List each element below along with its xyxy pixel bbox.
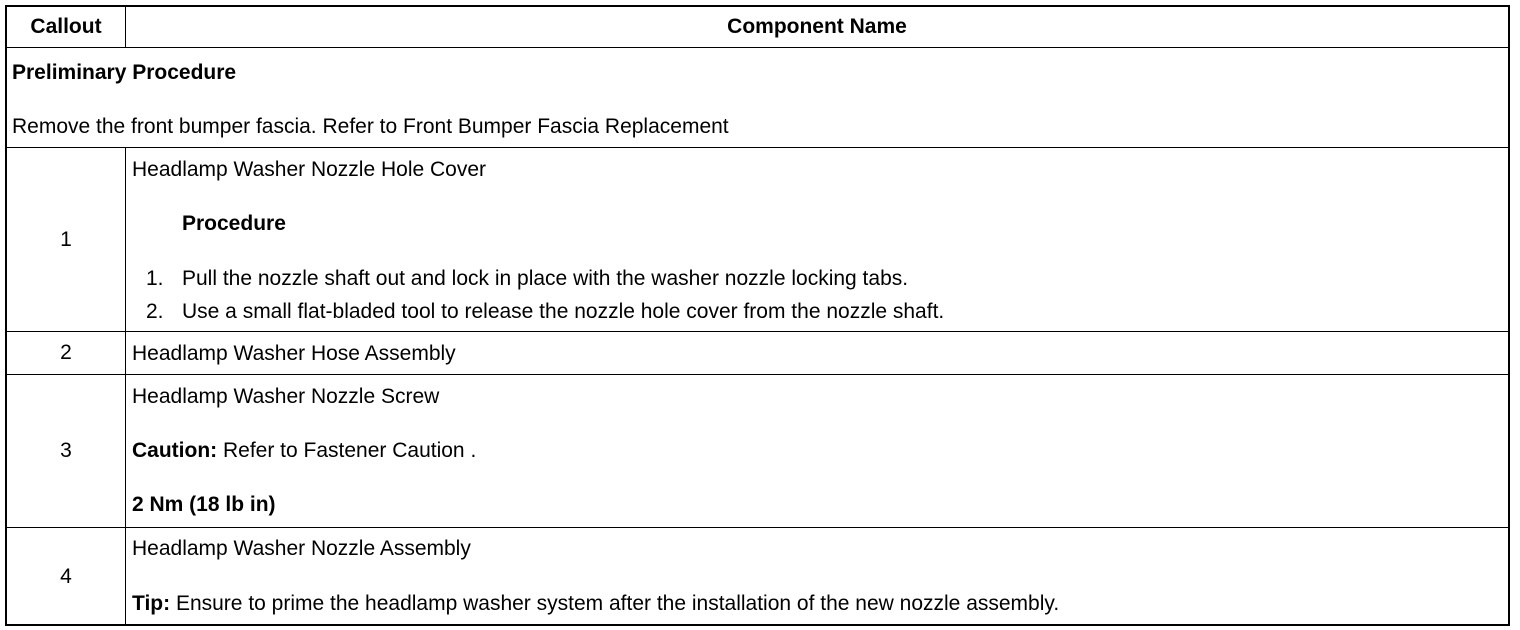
callout-number: 1: [60, 227, 72, 251]
procedure-label: Procedure: [182, 212, 286, 235]
tip-label: Tip:: [132, 592, 171, 615]
tip-text: Ensure to prime the headlamp washer system after the installation of the new nozzle assembly.: [170, 592, 1060, 615]
table-header-row: [7, 7, 1508, 47]
caution-label: Caution:: [132, 439, 218, 462]
component-cell: [126, 148, 1508, 331]
component-name: Headlamp Washer Nozzle Screw: [132, 385, 440, 408]
procedure-step-text: Use a small flat-bladed tool to release the nozzle hole cover from the nozzle shaft.: [182, 300, 945, 323]
callout-cell: [7, 528, 126, 625]
table-row: [7, 147, 1508, 331]
procedure-step-number: 2.: [146, 300, 164, 323]
callout-cell: [7, 148, 126, 331]
component-cell: [126, 528, 1508, 625]
component-name: Headlamp Washer Nozzle Assembly: [132, 537, 471, 560]
callout-cell: [7, 332, 126, 374]
caution-note: [132, 438, 476, 464]
header-callout-cell: [7, 7, 126, 47]
caution-text: Refer to Fastener Caution .: [217, 439, 477, 462]
component-table: [5, 5, 1510, 626]
header-component-label: Component Name: [727, 15, 907, 38]
component-cell: [126, 332, 1508, 374]
table-row: [7, 527, 1508, 625]
component-name: Headlamp Washer Hose Assembly: [132, 342, 456, 365]
table-row: [7, 331, 1508, 374]
preliminary-text: Remove the front bumper fascia. Refer to Front Bumper Fascia Replacement: [12, 115, 729, 138]
component-name: Headlamp Washer Nozzle Hole Cover: [132, 158, 487, 181]
header-component-cell: [126, 7, 1508, 47]
preliminary-title: Preliminary Procedure: [12, 61, 237, 84]
preliminary-row: [7, 47, 1508, 147]
procedure-step-number: 1.: [146, 267, 164, 290]
callout-number: 4: [60, 564, 72, 588]
procedure-step-text: Pull the nozzle shaft out and lock in place with the washer nozzle locking tabs.: [182, 267, 909, 290]
callout-number: 2: [60, 341, 72, 364]
header-callout-label: Callout: [30, 15, 102, 38]
callout-number: 3: [60, 439, 72, 462]
table-row: [7, 374, 1508, 527]
component-cell: [126, 375, 1508, 527]
callout-cell: [7, 375, 126, 527]
torque-spec: 2 Nm (18 lb in): [132, 493, 276, 516]
tip-note: [132, 591, 1059, 617]
